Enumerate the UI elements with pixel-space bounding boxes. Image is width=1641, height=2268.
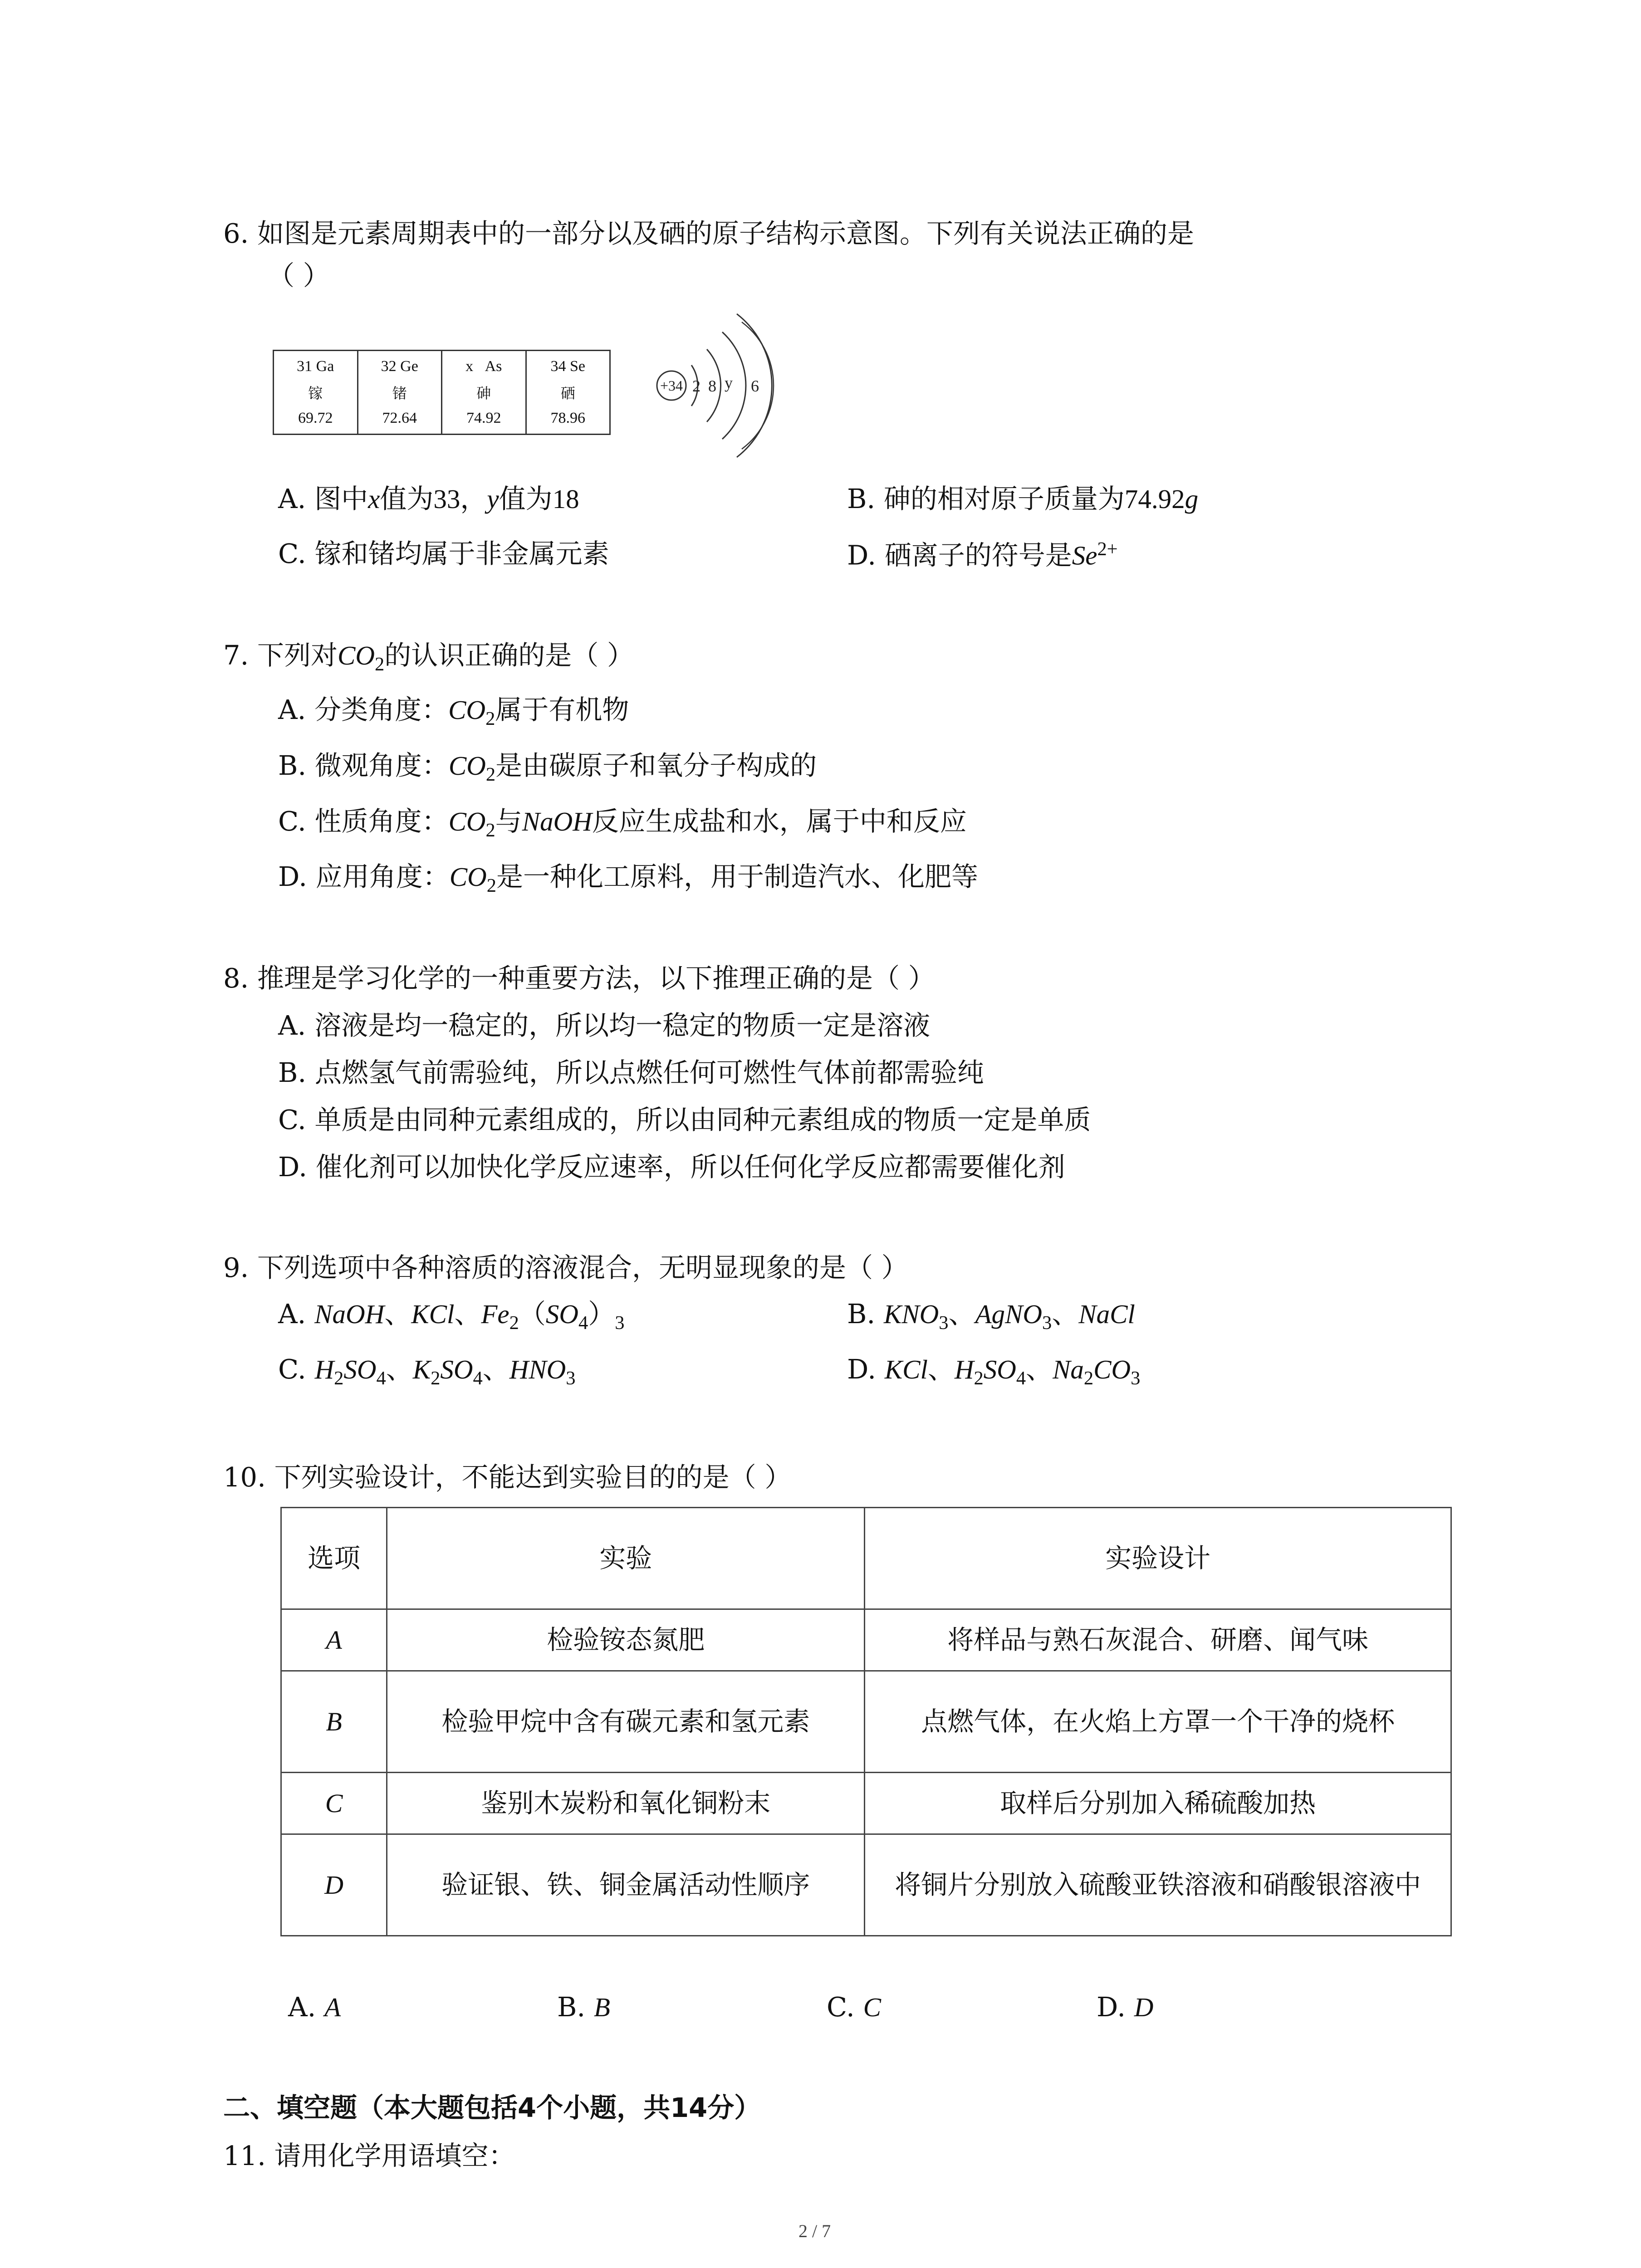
element-symbol: As [485,358,502,375]
shell-count-3: y [725,374,733,392]
element-cell-as [442,351,527,434]
q6-option-b: B. 砷的相对原子质量为74.92g [847,483,1199,514]
selenium-atom-diagram [644,304,798,467]
experiment-table [280,1507,1452,1936]
element-cell-ge [358,351,443,434]
page-number: 2 / 7 [798,2221,831,2241]
q6-paren: （ ） [268,260,330,291]
row-experiment: 检验铵态氮肥 [387,1609,865,1671]
row-option: B [281,1671,387,1773]
header-design: 实验设计 [865,1508,1451,1609]
q9-option-b: B. $KNO_3$、AgNO$_3$、NaCl [847,1298,1135,1334]
periodic-table-excerpt [273,350,611,435]
row-option: A [281,1609,387,1671]
q8-option-d: D. 催化剂可以加快化学反应速率，所以任何化学反应都需要催化剂 [278,1151,1065,1183]
header-experiment: 实验 [387,1508,865,1609]
element-name: 砷 [476,384,491,402]
table-row [281,1609,1451,1671]
q7-option-a: A. 分类角度：$CO_2$属于有机物 [278,694,629,729]
element-cell-ga [274,351,358,434]
q6-stem: 6. 如图是元素周期表中的一部分以及硒的原子结构示意图。下列有关说法正确的是 [223,218,1195,249]
element-mass: 74.92 [466,409,501,426]
q7-stem: 7. 下列对$CO_2$的认识正确的是（ ） [223,640,634,675]
shell-count-2: 8 [708,377,716,395]
q7-option-c: C. 性质角度：$CO_2$与NaOH反应生成盐和水，属于中和反应 [278,806,967,841]
q9-option-c: C. $H_2SO_4$、$K_2SO_4$、$HNO_3$ [278,1354,576,1389]
q10-answer-b: B. B [557,1991,610,2023]
row-option: C [281,1773,387,1834]
q9-stem: 9. 下列选项中各种溶质的溶液混合，无明显现象的是（ ） [223,1252,908,1283]
row-experiment: 检验甲烷中含有碳元素和氢元素 [387,1671,865,1773]
q8-option-b: B. 点燃氢气前需验纯，所以点燃任何可燃性气体前都需验纯 [278,1057,984,1088]
row-design: 将铜片分别放入硫酸亚铁溶液和硝酸银溶液中 [865,1834,1451,1936]
q10-answer-a: A. A [288,1991,341,2023]
element-number: x [465,358,474,375]
table-row [281,1834,1451,1936]
element-symbol: Ge [400,358,418,375]
q9-option-a: A. NaOH、KCl、$Fe_2(SO_4)_3$ [278,1298,625,1334]
shell-count-4: 6 [751,377,759,395]
q6-option-d: D. 硒离子的符号是$Se^{2+}$ [847,538,1118,571]
q11-stem: 11. 请用化学用语填空： [223,2140,515,2171]
table-row [281,1773,1451,1834]
q6-option-a: A. 图中x值为33，y值为18 [278,483,579,514]
element-number: 32 [381,358,397,375]
element-name: 锗 [392,384,407,402]
element-symbol: Se [570,358,585,375]
q7-option-b: B. 微观角度：$CO_2$是由碳原子和氧分子构成的 [278,750,817,785]
shell-count-1: 2 [692,377,700,395]
row-design: 点燃气体，在火焰上方罩一个干净的烧杯 [865,1671,1451,1773]
q9-option-d: D. KCl、$H_2SO_4$、$Na_2CO_3$ [847,1354,1141,1389]
table-row [281,1671,1451,1773]
element-cell-se [527,351,610,434]
section-heading: 二、填空题（本大题包括4个小题，共14分） [223,2092,761,2123]
element-mass: 78.96 [550,409,585,426]
q10-stem: 10. 下列实验设计，不能达到实验目的的是（ ） [223,1461,792,1493]
q8-option-a: A. 溶液是均一稳定的，所以均一稳定的物质一定是溶液 [278,1010,931,1041]
row-option: D [281,1834,387,1936]
element-name: 镓 [308,384,323,402]
header-option: 选项 [281,1508,387,1609]
q7-option-d: D. 应用角度：$CO_2$是一种化工原料，用于制造汽水、化肥等 [278,861,978,896]
nucleus-charge: +34 [660,377,683,394]
element-number: 31 [297,358,313,375]
row-experiment: 鉴别木炭粉和氧化铜粉末 [387,1773,865,1834]
row-design: 将样品与熟石灰混合、研磨、闻气味 [865,1609,1451,1671]
q6-option-c: C. 镓和锗均属于非金属元素 [278,538,609,569]
q10-answer-c: C. C [827,1991,881,2023]
element-symbol: Ga [316,358,334,375]
row-design: 取样后分别加入稀硫酸加热 [865,1773,1451,1834]
q8-stem: 8. 推理是学习化学的一种重要方法，以下推理正确的是（ ） [223,963,935,994]
element-mass: 69.72 [298,409,333,426]
element-mass: 72.64 [382,409,417,426]
row-experiment: 验证银、铁、铜金属活动性顺序 [387,1834,865,1936]
q10-answer-d: D. D [1097,1991,1154,2023]
table-header-row [281,1508,1451,1609]
element-name: 硒 [560,384,575,402]
q8-option-c: C. 单质是由同种元素组成的，所以由同种元素组成的物质一定是单质 [278,1104,1091,1135]
element-number: 34 [550,358,566,375]
